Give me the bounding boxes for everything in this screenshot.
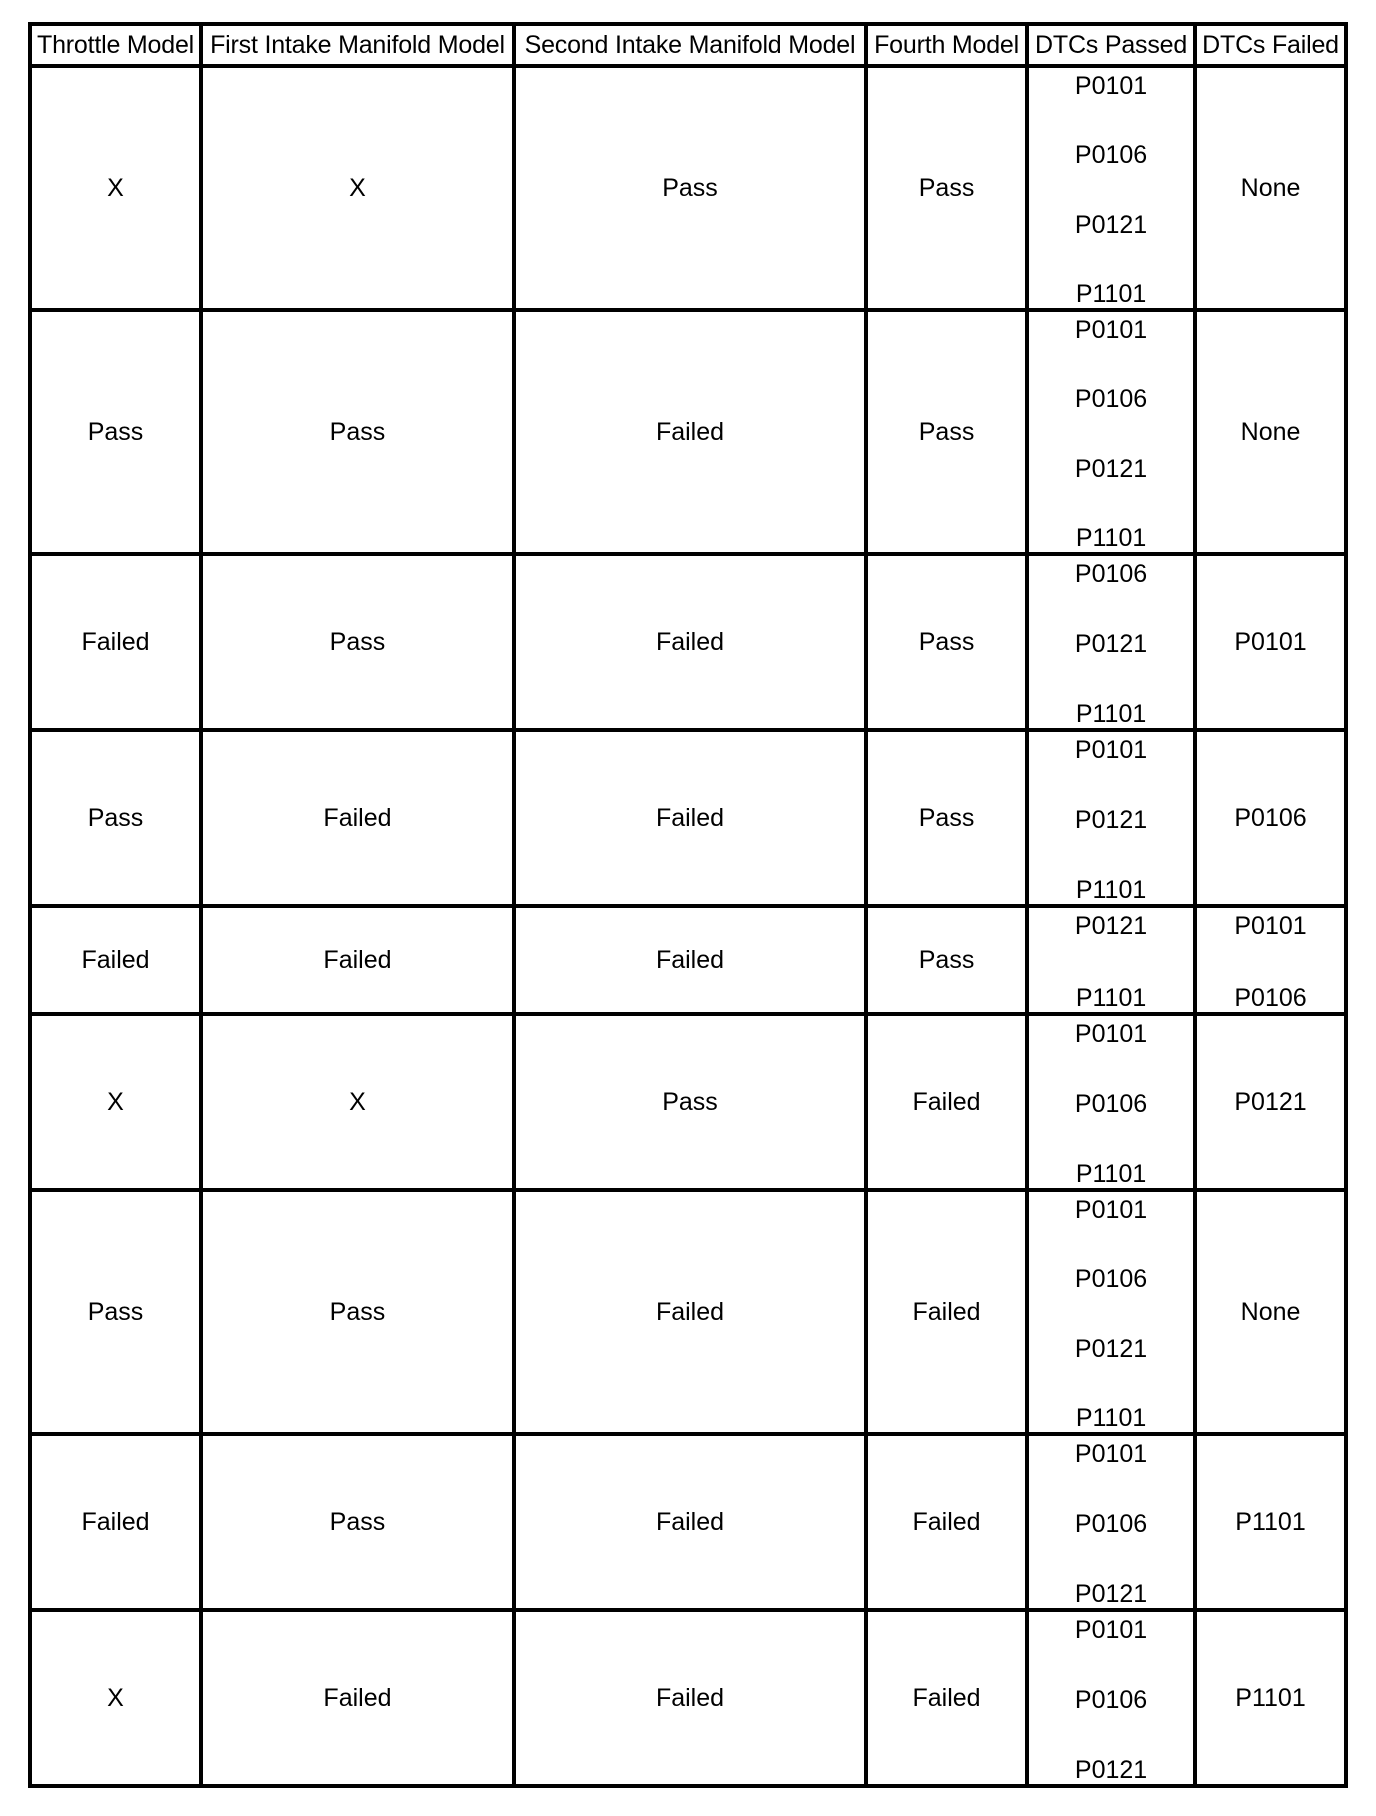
dtc-passed-code: P1101	[1075, 700, 1147, 728]
table-row	[30, 1190, 1346, 1434]
table-row	[30, 1610, 1346, 1786]
fourth-model-cell: Failed	[866, 1014, 1027, 1190]
dtc-passed-code: P0101	[1074, 1020, 1148, 1048]
dtc-passed-code: P0101	[1074, 1616, 1148, 1644]
dtc-failed-code: None	[1240, 1298, 1301, 1326]
first-intake-manifold-cell: X	[201, 66, 514, 310]
second-intake-manifold-cell: Failed	[514, 906, 866, 1014]
first-intake-manifold-cell: Pass	[201, 1434, 514, 1610]
dtc-failed-code: P1101	[1235, 1684, 1306, 1712]
dtc-failed-code: None	[1240, 174, 1301, 202]
dtcs-passed-cell	[1027, 1434, 1195, 1610]
dtc-failed-code: P0101	[1234, 628, 1307, 656]
throttle-model-cell: Failed	[30, 554, 201, 730]
dtc-passed-code: P0121	[1074, 1334, 1148, 1363]
dtc-passed-code: P1101	[1075, 1160, 1147, 1188]
dtc-failed-code: P0106	[1234, 804, 1307, 832]
dtcs-failed-cell	[1195, 554, 1346, 730]
table-body	[30, 66, 1346, 1786]
dtc-passed-code: P0106	[1074, 141, 1148, 170]
table-row	[30, 554, 1346, 730]
dtc-passed-code: P0106	[1074, 1686, 1148, 1714]
dtcs-passed-cell	[1027, 66, 1195, 310]
fourth-model-cell: Pass	[866, 906, 1027, 1014]
dtcs-passed-cell	[1027, 554, 1195, 730]
dtcs-passed-cell	[1027, 906, 1195, 1014]
dtc-passed-code: P0106	[1074, 1090, 1148, 1118]
dtc-passed-code: P0106	[1074, 1510, 1148, 1538]
dtcs-failed-cell	[1195, 1434, 1346, 1610]
second-intake-manifold-cell: Pass	[514, 66, 866, 310]
header-throttle-model: Throttle Model	[30, 24, 201, 66]
second-intake-manifold-cell: Failed	[514, 730, 866, 906]
dtc-passed-code: P0106	[1074, 1265, 1148, 1294]
dtcs-passed-cell	[1027, 1610, 1195, 1786]
dtcs-failed-cell	[1195, 310, 1346, 554]
dtcs-failed-cell	[1195, 1014, 1346, 1190]
dtc-results-table	[28, 22, 1348, 1788]
dtcs-passed-cell	[1027, 1014, 1195, 1190]
throttle-model-cell: X	[30, 1014, 201, 1190]
dtc-failed-code: P0121	[1234, 1088, 1307, 1116]
dtc-passed-code: P0121	[1074, 630, 1148, 658]
dtc-passed-code: P0106	[1074, 385, 1148, 414]
dtc-failed-code: P0106	[1234, 984, 1307, 1012]
dtc-passed-code: P1101	[1075, 984, 1147, 1012]
header-first-intake-manifold-model: First Intake Manifold Model	[201, 24, 514, 66]
throttle-model-cell: Pass	[30, 730, 201, 906]
throttle-model-cell: Pass	[30, 310, 201, 554]
first-intake-manifold-cell: Failed	[201, 906, 514, 1014]
first-intake-manifold-cell: Failed	[201, 730, 514, 906]
table-row	[30, 730, 1346, 906]
fourth-model-cell: Pass	[866, 730, 1027, 906]
first-intake-manifold-cell: Pass	[201, 554, 514, 730]
dtc-failed-code: P1101	[1235, 1508, 1306, 1536]
dtcs-failed-cell	[1195, 730, 1346, 906]
dtc-passed-code: P0121	[1074, 210, 1148, 239]
dtc-passed-code: P0101	[1074, 72, 1148, 100]
dtc-passed-code: P0106	[1074, 560, 1148, 588]
fourth-model-cell: Failed	[866, 1434, 1027, 1610]
first-intake-manifold-cell: X	[201, 1014, 514, 1190]
dtc-passed-code: P0101	[1074, 736, 1148, 764]
dtc-passed-code: P1101	[1075, 279, 1147, 308]
dtcs-failed-cell	[1195, 1190, 1346, 1434]
first-intake-manifold-cell: Pass	[201, 310, 514, 554]
second-intake-manifold-cell: Failed	[514, 1610, 866, 1786]
throttle-model-cell: Pass	[30, 1190, 201, 1434]
fourth-model-cell: Pass	[866, 554, 1027, 730]
second-intake-manifold-cell: Failed	[514, 1434, 866, 1610]
header-second-intake-manifold-model: Second Intake Manifold Model	[514, 24, 866, 66]
dtcs-passed-cell	[1027, 310, 1195, 554]
fourth-model-cell: Failed	[866, 1190, 1027, 1434]
first-intake-manifold-cell: Pass	[201, 1190, 514, 1434]
throttle-model-cell: Failed	[30, 906, 201, 1014]
dtc-passed-code: P0121	[1074, 1580, 1148, 1608]
throttle-model-cell: X	[30, 1610, 201, 1786]
dtcs-passed-cell	[1027, 1190, 1195, 1434]
dtc-passed-code: P0101	[1074, 1196, 1148, 1224]
header-row	[30, 24, 1346, 66]
dtc-passed-code: P0121	[1074, 1756, 1148, 1784]
table-row	[30, 1434, 1346, 1610]
dtc-failed-code: None	[1240, 418, 1301, 446]
table-row	[30, 906, 1346, 1014]
second-intake-manifold-cell: Failed	[514, 1190, 866, 1434]
dtc-passed-code: P0101	[1074, 1440, 1148, 1468]
dtcs-failed-cell	[1195, 1610, 1346, 1786]
second-intake-manifold-cell: Failed	[514, 310, 866, 554]
throttle-model-cell: X	[30, 66, 201, 310]
dtc-passed-code: P1101	[1075, 523, 1147, 552]
table-row	[30, 310, 1346, 554]
dtc-passed-code: P0121	[1074, 912, 1148, 940]
dtc-passed-code: P0101	[1074, 316, 1148, 344]
dtcs-failed-cell	[1195, 906, 1346, 1014]
header-dtcs-failed: DTCs Failed	[1195, 24, 1346, 66]
second-intake-manifold-cell: Failed	[514, 554, 866, 730]
fourth-model-cell: Failed	[866, 1610, 1027, 1786]
dtcs-passed-cell	[1027, 730, 1195, 906]
dtcs-failed-cell	[1195, 66, 1346, 310]
dtc-passed-code: P0121	[1074, 806, 1148, 834]
table-row	[30, 66, 1346, 310]
throttle-model-cell: Failed	[30, 1434, 201, 1610]
fourth-model-cell: Pass	[866, 310, 1027, 554]
header-dtcs-passed: DTCs Passed	[1027, 24, 1195, 66]
dtc-failed-code: P0101	[1234, 912, 1307, 940]
dtc-passed-code: P1101	[1075, 1403, 1147, 1432]
first-intake-manifold-cell: Failed	[201, 1610, 514, 1786]
fourth-model-cell: Pass	[866, 66, 1027, 310]
header-fourth-model: Fourth Model	[866, 24, 1027, 66]
second-intake-manifold-cell: Pass	[514, 1014, 866, 1190]
dtc-passed-code: P0121	[1074, 454, 1148, 483]
dtc-passed-code: P1101	[1075, 876, 1147, 904]
table-row	[30, 1014, 1346, 1190]
